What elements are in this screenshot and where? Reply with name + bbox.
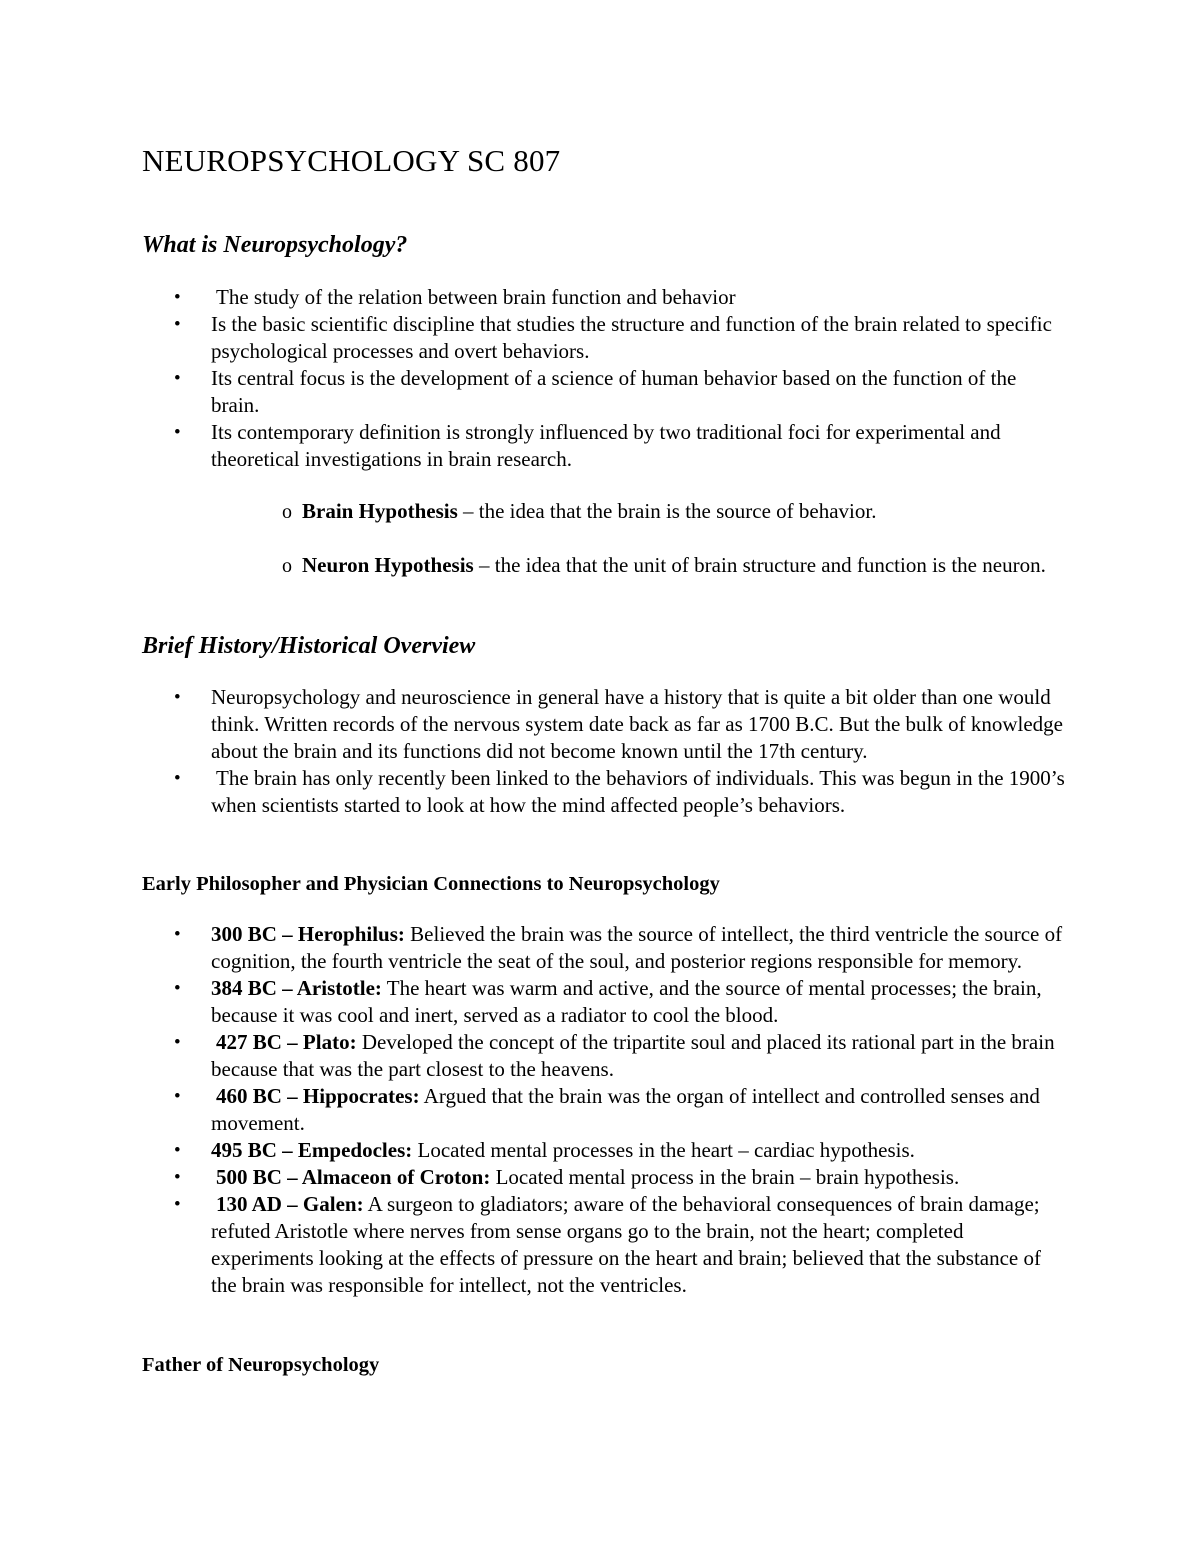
term: Neuron Hypothesis: [302, 553, 474, 577]
term: Brain Hypothesis: [302, 499, 458, 523]
bullet-icon: •: [174, 1140, 181, 1161]
list-item: [0, 311, 1200, 365]
list-item-plato: [0, 1029, 1200, 1083]
definition: – the idea that the unit of brain structure and function is the neuron.: [473, 553, 1046, 577]
section1-bullet-list: [0, 284, 1200, 473]
document-title: NEUROPSYCHOLOGY SC 807: [142, 143, 561, 178]
list-item-hippocrates: [0, 1083, 1200, 1137]
definition: – the idea that the brain is the source of behavior.: [457, 499, 877, 523]
entry-text: Developed the concept of the tripartite soul and placed its rational part in the brain because that was the part closest to the heavens.: [211, 1030, 1055, 1081]
entry-label: 427 BC – Plato:: [216, 1030, 357, 1054]
list-item-text: Neuropsychology and neuroscience in general have a history that is quite a bit older than one would think. Written records of the nervous system date back as far as 1700 B.C. But the bulk of knowledge about the brain and its functions did not become known until the 17th century.: [211, 685, 1063, 763]
list-item: [0, 284, 1200, 311]
list-item-text: The brain has only recently been linked to the behaviors of individuals. This was begun in the 1900’s when scientists started to look at how the mind affected people’s behaviors.: [211, 766, 1065, 817]
entry-text: A surgeon to gladiators; aware of the behavioral consequences of brain damage; refuted Aristotle where nerves from sense organs go to the brain, not the heart; completed experiments looking at the effects of pressure on the heart and brain; believed that the substance of the brain was responsible for intellect, not the ventricles.: [211, 1192, 1041, 1297]
entry-text: Argued that the brain was the organ of intellect and controlled senses and movement.: [211, 1084, 1040, 1135]
list-item: [0, 419, 1200, 473]
entry-label: 460 BC – Hippocrates:: [216, 1084, 420, 1108]
bullet-icon: •: [174, 978, 181, 999]
section-heading-what-is: What is Neuropsychology?: [142, 232, 408, 258]
bullet-icon: •: [174, 287, 181, 308]
entry-label: 300 BC – Herophilus:: [211, 922, 405, 946]
entry-text: Believed the brain was the source of intellect, the third ventricle the source of cognition, the fourth ventricle the seat of the soul, and posterior regions responsible for memory.: [211, 922, 1063, 973]
entry-label: 500 BC – Almaceon of Croton:: [216, 1165, 491, 1189]
list-item-almaceon: [0, 1164, 1200, 1191]
list-item-text: The study of the relation between brain function and behavior: [216, 285, 736, 309]
entry-text: Located mental processes in the heart – cardiac hypothesis.: [412, 1138, 915, 1162]
sub-list-item-neuron-hypothesis: [0, 551, 1200, 581]
list-item-galen: [0, 1191, 1200, 1299]
list-item-herophilus: [0, 921, 1200, 975]
list-item-text: Its contemporary definition is strongly influenced by two traditional foci for experimental and theoretical investigations in brain research.: [211, 420, 1001, 471]
list-item-text: Is the basic scientific discipline that studies the structure and function of the brain related to specific psychological processes and overt behaviors.: [211, 312, 1052, 363]
list-item: [0, 365, 1200, 419]
philosopher-list: [0, 921, 1200, 1299]
entry-text: Located mental process in the brain – brain hypothesis.: [490, 1165, 960, 1189]
bullet-icon: •: [174, 768, 181, 789]
hypothesis-sub-list: [0, 497, 1200, 605]
entry-label: 130 AD – Galen:: [216, 1192, 364, 1216]
bullet-icon: •: [174, 1194, 181, 1215]
list-item-aristotle: [0, 975, 1200, 1029]
bullet-icon: •: [174, 368, 181, 389]
entry-label: 384 BC – Aristotle:: [211, 976, 382, 1000]
section-heading-brief-history: Brief History/Historical Overview: [142, 633, 476, 659]
entry-text: The heart was warm and active, and the source of mental processes; the brain, because it was cool and inert, served as a radiator to cool the blood.: [211, 976, 1042, 1027]
section-heading-early-philosophers: Early Philosopher and Physician Connections to Neuropsychology: [142, 873, 720, 895]
sub-list-item-brain-hypothesis: [0, 497, 1200, 527]
bullet-icon: •: [174, 1032, 181, 1053]
list-item-empedocles: [0, 1137, 1200, 1164]
bullet-icon: •: [174, 422, 181, 443]
section2-bullet-list: [0, 684, 1200, 819]
list-item: [0, 684, 1200, 765]
bullet-icon: •: [174, 314, 181, 335]
circle-bullet-icon: o: [282, 501, 292, 523]
list-item: [0, 765, 1200, 819]
bullet-icon: •: [174, 1086, 181, 1107]
bullet-icon: •: [174, 687, 181, 708]
circle-bullet-icon: o: [282, 555, 292, 577]
bullet-icon: •: [174, 1167, 181, 1188]
section-heading-father: Father of Neuropsychology: [142, 1354, 380, 1376]
entry-label: 495 BC – Empedocles:: [211, 1138, 413, 1162]
list-item-text: Its central focus is the development of a science of human behavior based on the function of the brain.: [211, 366, 1017, 417]
bullet-icon: •: [174, 924, 181, 945]
